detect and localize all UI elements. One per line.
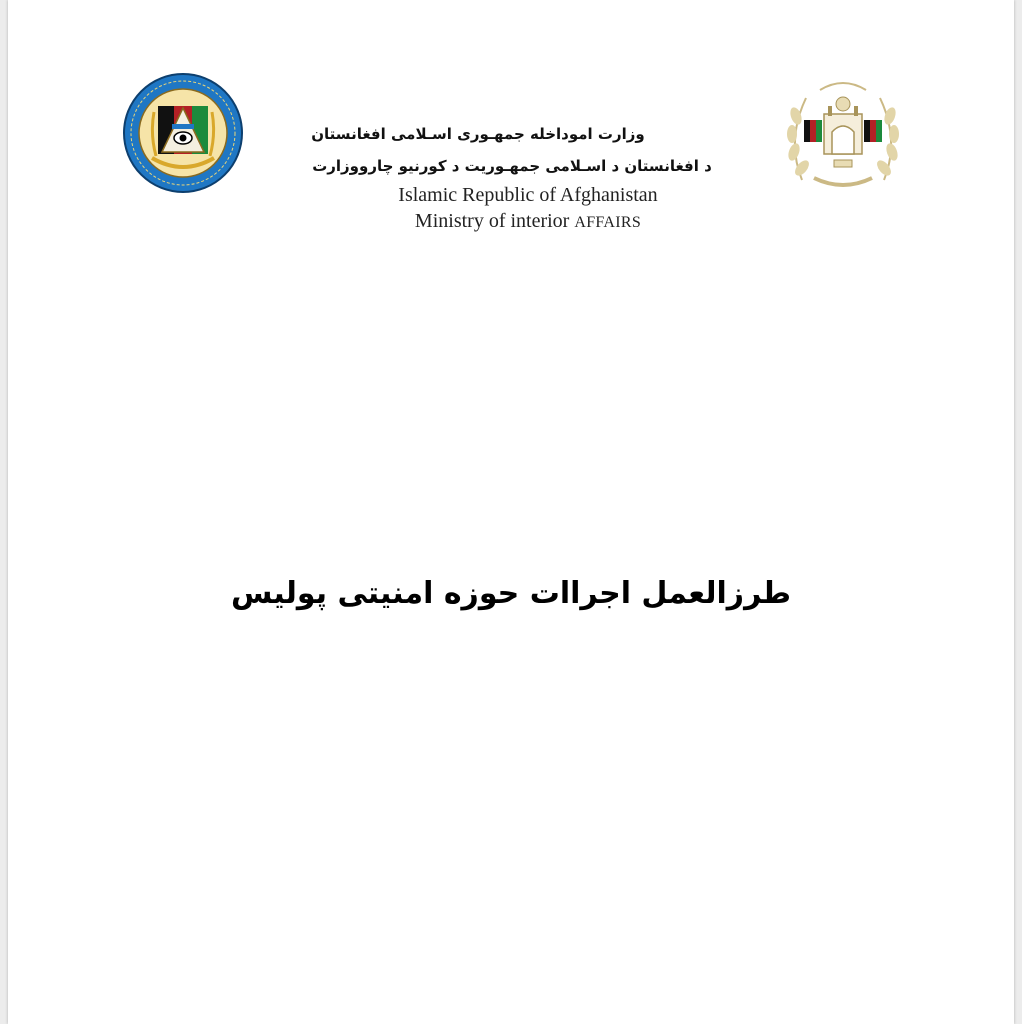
national-emblem-logo [780,70,906,198]
english-country-name: Islamic Republic of Afghanistan [398,184,658,206]
pashto-ministry-name: د افغانستان د اسـلامی جمهـوریت د کورنیو چارووزارت [312,157,712,175]
document-title: طرزالعمل اجراات حوزه امنیتی پولیس [231,576,791,611]
persian-ministry-name: وزارت اموداخله جمهـوری اسـلامی افغانستان [311,125,645,143]
english-ministry-name [288,208,768,236]
english-ministry-prefix: Ministry of interior [414,210,570,232]
ministry-header [288,118,768,236]
english-ministry-caps: AFFAIRS [574,214,642,231]
police-emblem-logo [122,72,244,194]
document-page [8,0,1014,1024]
